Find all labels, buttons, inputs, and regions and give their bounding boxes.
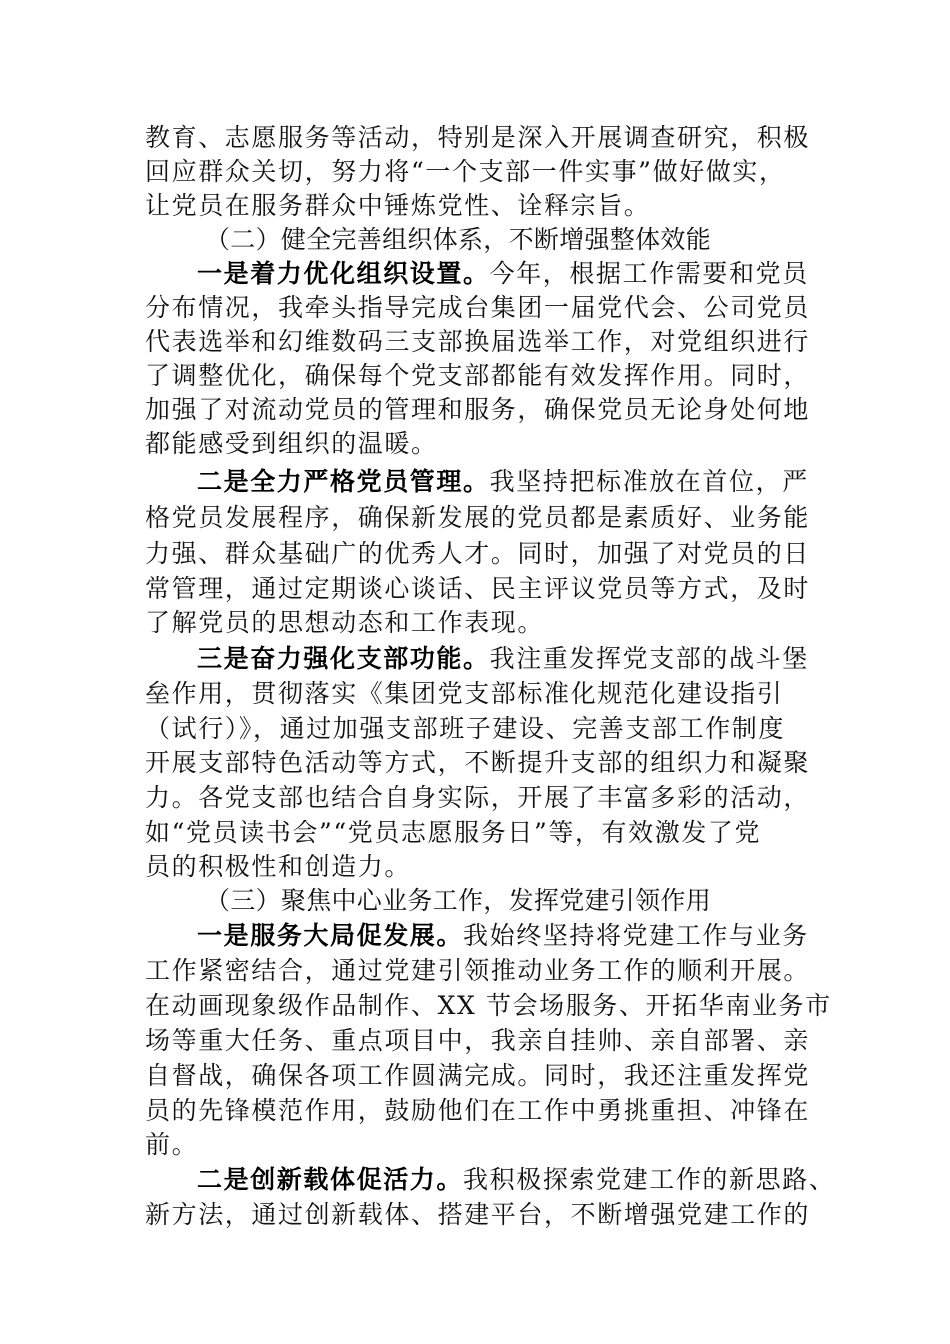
body-line: [145, 427, 825, 461]
body-line: [145, 359, 825, 393]
section-heading-text: （二）健全完善组织体系，不断增强整体效能: [205, 225, 712, 254]
body-line: [145, 572, 825, 606]
body-line: [145, 1059, 825, 1093]
paragraph-lead: 一是着力优化组织设置。: [197, 259, 490, 288]
body-line: [145, 1128, 825, 1162]
line-text: 都能感受到组织的温暖。: [145, 429, 438, 458]
paragraph-first-line: [197, 257, 827, 291]
body-line: [145, 606, 825, 640]
line-text: 垒作用，贯彻落实《集团党支部标准化规范化建设指引: [145, 679, 784, 708]
line-text: 自督战，确保各项工作圆满完成。同时，我还注重发挥党: [145, 1061, 811, 1090]
paragraph-first-line: [197, 465, 827, 499]
line-text: 常管理，通过定期谈心谈话、民主评议党员等方式，及时: [145, 574, 811, 603]
paragraph-first-line: [197, 1163, 836, 1197]
section-heading: [205, 223, 885, 257]
line-text: 力强、群众基础广的优秀人才。同时，加强了对党员的日: [145, 539, 811, 568]
line-text: 前。: [145, 1130, 199, 1159]
paragraph-lead: 一是服务大局促发展。: [197, 921, 464, 950]
line-text: 了解党员的思想动态和工作表现。: [145, 608, 545, 637]
line-text: 我坚持把标准放在首位，严: [489, 467, 809, 496]
line-text: 今年，根据工作需要和党员: [489, 259, 809, 288]
line-text: 在动画现象级作品制作、XX 节会场服务、开拓华南业务市: [145, 991, 832, 1020]
body-line: [145, 677, 825, 711]
body-line: [145, 1198, 825, 1232]
body-line: [145, 712, 825, 746]
line-text: 分布情况，我牵头指导完成台集团一届党代会、公司党员: [145, 293, 811, 322]
line-text: 工作紧密结合，通过党建引领推动业务工作的顺利开展。: [145, 956, 811, 985]
line-text: 员的先锋模范作用，鼓励他们在工作中勇挑重担、冲锋在: [145, 1096, 811, 1125]
line-text: 教育、志愿服务等活动，特别是深入开展调查研究，积极: [145, 123, 811, 152]
paragraph-lead: 二是全力严格党员管理。: [197, 467, 490, 496]
line-text: 如“党员读书会”“党员志愿服务日”等，有效激发了党: [145, 818, 762, 847]
paragraph-first-line: [197, 919, 827, 953]
line-text: 场等重大任务、重点项目中，我亲自挂帅、亲自部署、亲: [145, 1026, 811, 1055]
line-text: 回应群众关切，努力将“一个支部一件实事”做好做实，: [145, 157, 786, 186]
body-line: [145, 989, 832, 1023]
body-line: [145, 746, 825, 780]
body-line: [145, 1024, 825, 1058]
line-text: 我积极探索党建工作的新思路、: [463, 1165, 836, 1194]
body-line: [145, 189, 825, 223]
section-heading: [205, 884, 885, 918]
line-text: 开展支部特色活动等方式，不断提升支部的组织力和凝聚: [145, 748, 811, 777]
line-text: 我始终坚持将党建工作与业务: [463, 921, 809, 950]
line-text: 了调整优化，确保每个党支部都能有效发挥作用。同时，: [145, 361, 811, 390]
body-line: [145, 1094, 825, 1128]
line-text: 代表选举和幻维数码三支部换届选举工作，对党组织进行: [145, 327, 811, 356]
body-line: [145, 781, 825, 815]
line-text: 让党员在服务群众中锤炼党性、诠释宗旨。: [145, 191, 651, 220]
body-line: [145, 291, 825, 325]
line-text: 我注重发挥党支部的战斗堡: [489, 644, 809, 673]
body-line: [145, 155, 825, 189]
section-heading-text: （三）聚焦中心业务工作，发挥党建引领作用: [205, 886, 712, 915]
line-text: 加强了对流动党员的管理和服务，确保党员无论身处何地: [145, 395, 811, 424]
body-line: [145, 816, 825, 850]
body-line: [145, 954, 825, 988]
line-text: 力。各党支部也结合自身实际，开展了丰富多彩的活动，: [145, 783, 811, 812]
line-text: （试行）》，通过加强支部班子建设、完善支部工作制度: [145, 714, 786, 743]
body-line: [145, 501, 825, 535]
body-line: [145, 537, 825, 571]
line-text: 格党员发展程序，确保新发展的党员都是素质好、业务能: [145, 503, 811, 532]
line-text: 新方法，通过创新载体、搭建平台，不断增强党建工作的: [145, 1200, 811, 1229]
body-line: [145, 393, 825, 427]
paragraph-first-line: [197, 642, 827, 676]
paragraph-lead: 二是创新载体促活力。: [197, 1165, 464, 1194]
body-line: [145, 850, 825, 884]
line-text: 员的积极性和创造力。: [145, 852, 412, 881]
body-line: [145, 121, 825, 155]
paragraph-lead: 三是奋力强化支部功能。: [197, 644, 490, 673]
body-line: [145, 325, 825, 359]
